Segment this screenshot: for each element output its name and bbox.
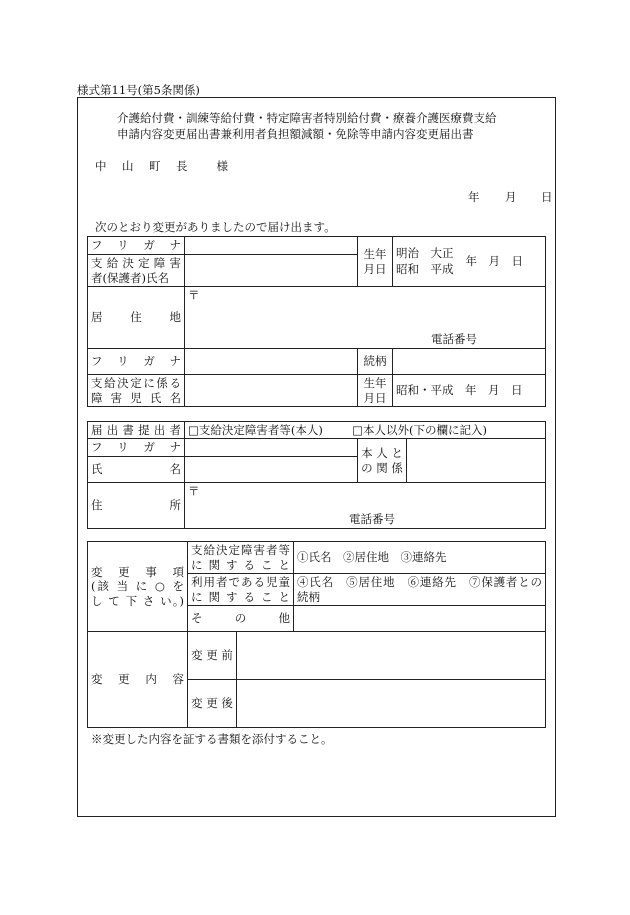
- child-name-field[interactable]: [185, 375, 358, 407]
- submitter-name-field[interactable]: [185, 456, 358, 482]
- change-table: [87, 541, 546, 728]
- category-other-field[interactable]: [294, 606, 546, 632]
- birthdate-field[interactable]: [393, 237, 546, 287]
- birthdate-label: 生年 月日: [358, 237, 393, 287]
- child-furigana-field[interactable]: [185, 349, 358, 375]
- after-label: 変 更 後: [188, 680, 237, 728]
- relation-field[interactable]: [393, 349, 546, 375]
- relationship-field[interactable]: [407, 439, 546, 482]
- child-birthdate-label: 生年 月日: [358, 375, 393, 407]
- postal-mark: 〒: [188, 288, 200, 302]
- relationship-label: 本 人 と の 関 係: [358, 439, 407, 482]
- form-number: 様式第11号(第5条関係): [77, 83, 200, 97]
- category-child-label: 利用者である児童 に 関 す る こ と: [188, 574, 294, 606]
- recipient-name-label: 支給決定障害 者(保護者)氏名: [88, 255, 185, 287]
- date-day-label: 日: [541, 190, 553, 204]
- residence-label: 居 住 地: [88, 287, 185, 349]
- addressee: 中 山 町 長 様: [95, 159, 230, 173]
- furigana-field[interactable]: [185, 237, 358, 255]
- title-line-2: 申請内容変更届出書兼利用者負担額減額・免除等申請内容変更届出書: [117, 127, 474, 141]
- submitter-options: [185, 422, 546, 439]
- category-recipient-label: 支給決定障害者等 に 関 す る こ と: [188, 542, 294, 574]
- submitter-phone-label: 電話番号: [349, 512, 395, 527]
- relation-label: 続柄: [358, 349, 393, 375]
- child-name-label: 支給決定に係る 障 害 児 氏 名: [88, 375, 185, 407]
- applicant-table: [87, 236, 546, 407]
- submitter-furigana-label: フ リ ガ ナ: [88, 439, 185, 456]
- residence-field[interactable]: [185, 287, 546, 349]
- change-items-label: 変 更 事 項 (該 当 に ○ を し て 下 さ い。): [88, 542, 188, 632]
- after-field[interactable]: [237, 680, 546, 728]
- change-content-label: 変 更 内 容: [88, 632, 188, 728]
- recipient-name-field[interactable]: [185, 255, 358, 287]
- category-child-options[interactable]: ④氏名 ⑤居住地 ⑥連絡先 ⑦保護者との 続柄: [294, 574, 546, 606]
- submitter-address-label: 住 所: [88, 482, 185, 528]
- before-label: 変 更 前: [188, 632, 237, 680]
- child-birthdate-field[interactable]: [393, 375, 546, 407]
- submitter-furigana-field[interactable]: [185, 439, 358, 456]
- child-furigana-label: フ リ ガ ナ: [88, 349, 185, 375]
- attachment-note: ※変更した内容を証する書類を添付すること。: [91, 732, 333, 746]
- title-line-1: 介護給付費・訓練等給付費・特定障害者特別給付費・療養介護医療費支給: [117, 111, 497, 125]
- before-field[interactable]: [237, 632, 546, 680]
- child-era: 昭和・平成 年 月 日: [396, 383, 523, 398]
- birthdate-ymd: 年 月 日: [465, 254, 523, 269]
- option-self-checkbox[interactable]: □支給決定障害者等(本人): [188, 423, 323, 437]
- era-line-1: 明治 大正: [396, 245, 454, 260]
- submitter-label: 届出書提出者: [88, 422, 185, 439]
- option-other-checkbox[interactable]: □本人以外(下の欄に記入): [352, 423, 487, 437]
- date-year-label: 年: [468, 190, 480, 204]
- phone-label: 電話番号: [431, 331, 477, 346]
- category-recipient-options[interactable]: ①氏名 ②居住地 ③連絡先: [294, 542, 546, 574]
- submitter-table: [87, 421, 546, 529]
- submitter-postal-mark: 〒: [188, 483, 200, 498]
- submitter-address-field[interactable]: [185, 482, 546, 528]
- furigana-label: フ リ ガ ナ: [88, 237, 185, 255]
- era-line-2: 昭和 平成: [396, 261, 454, 276]
- category-other-label: そ の 他: [188, 606, 294, 632]
- date-month-label: 月: [505, 190, 517, 204]
- intro-text: 次のとおり変更がありましたので届け出ます。: [95, 220, 336, 234]
- submitter-name-label: 氏 名: [88, 456, 185, 482]
